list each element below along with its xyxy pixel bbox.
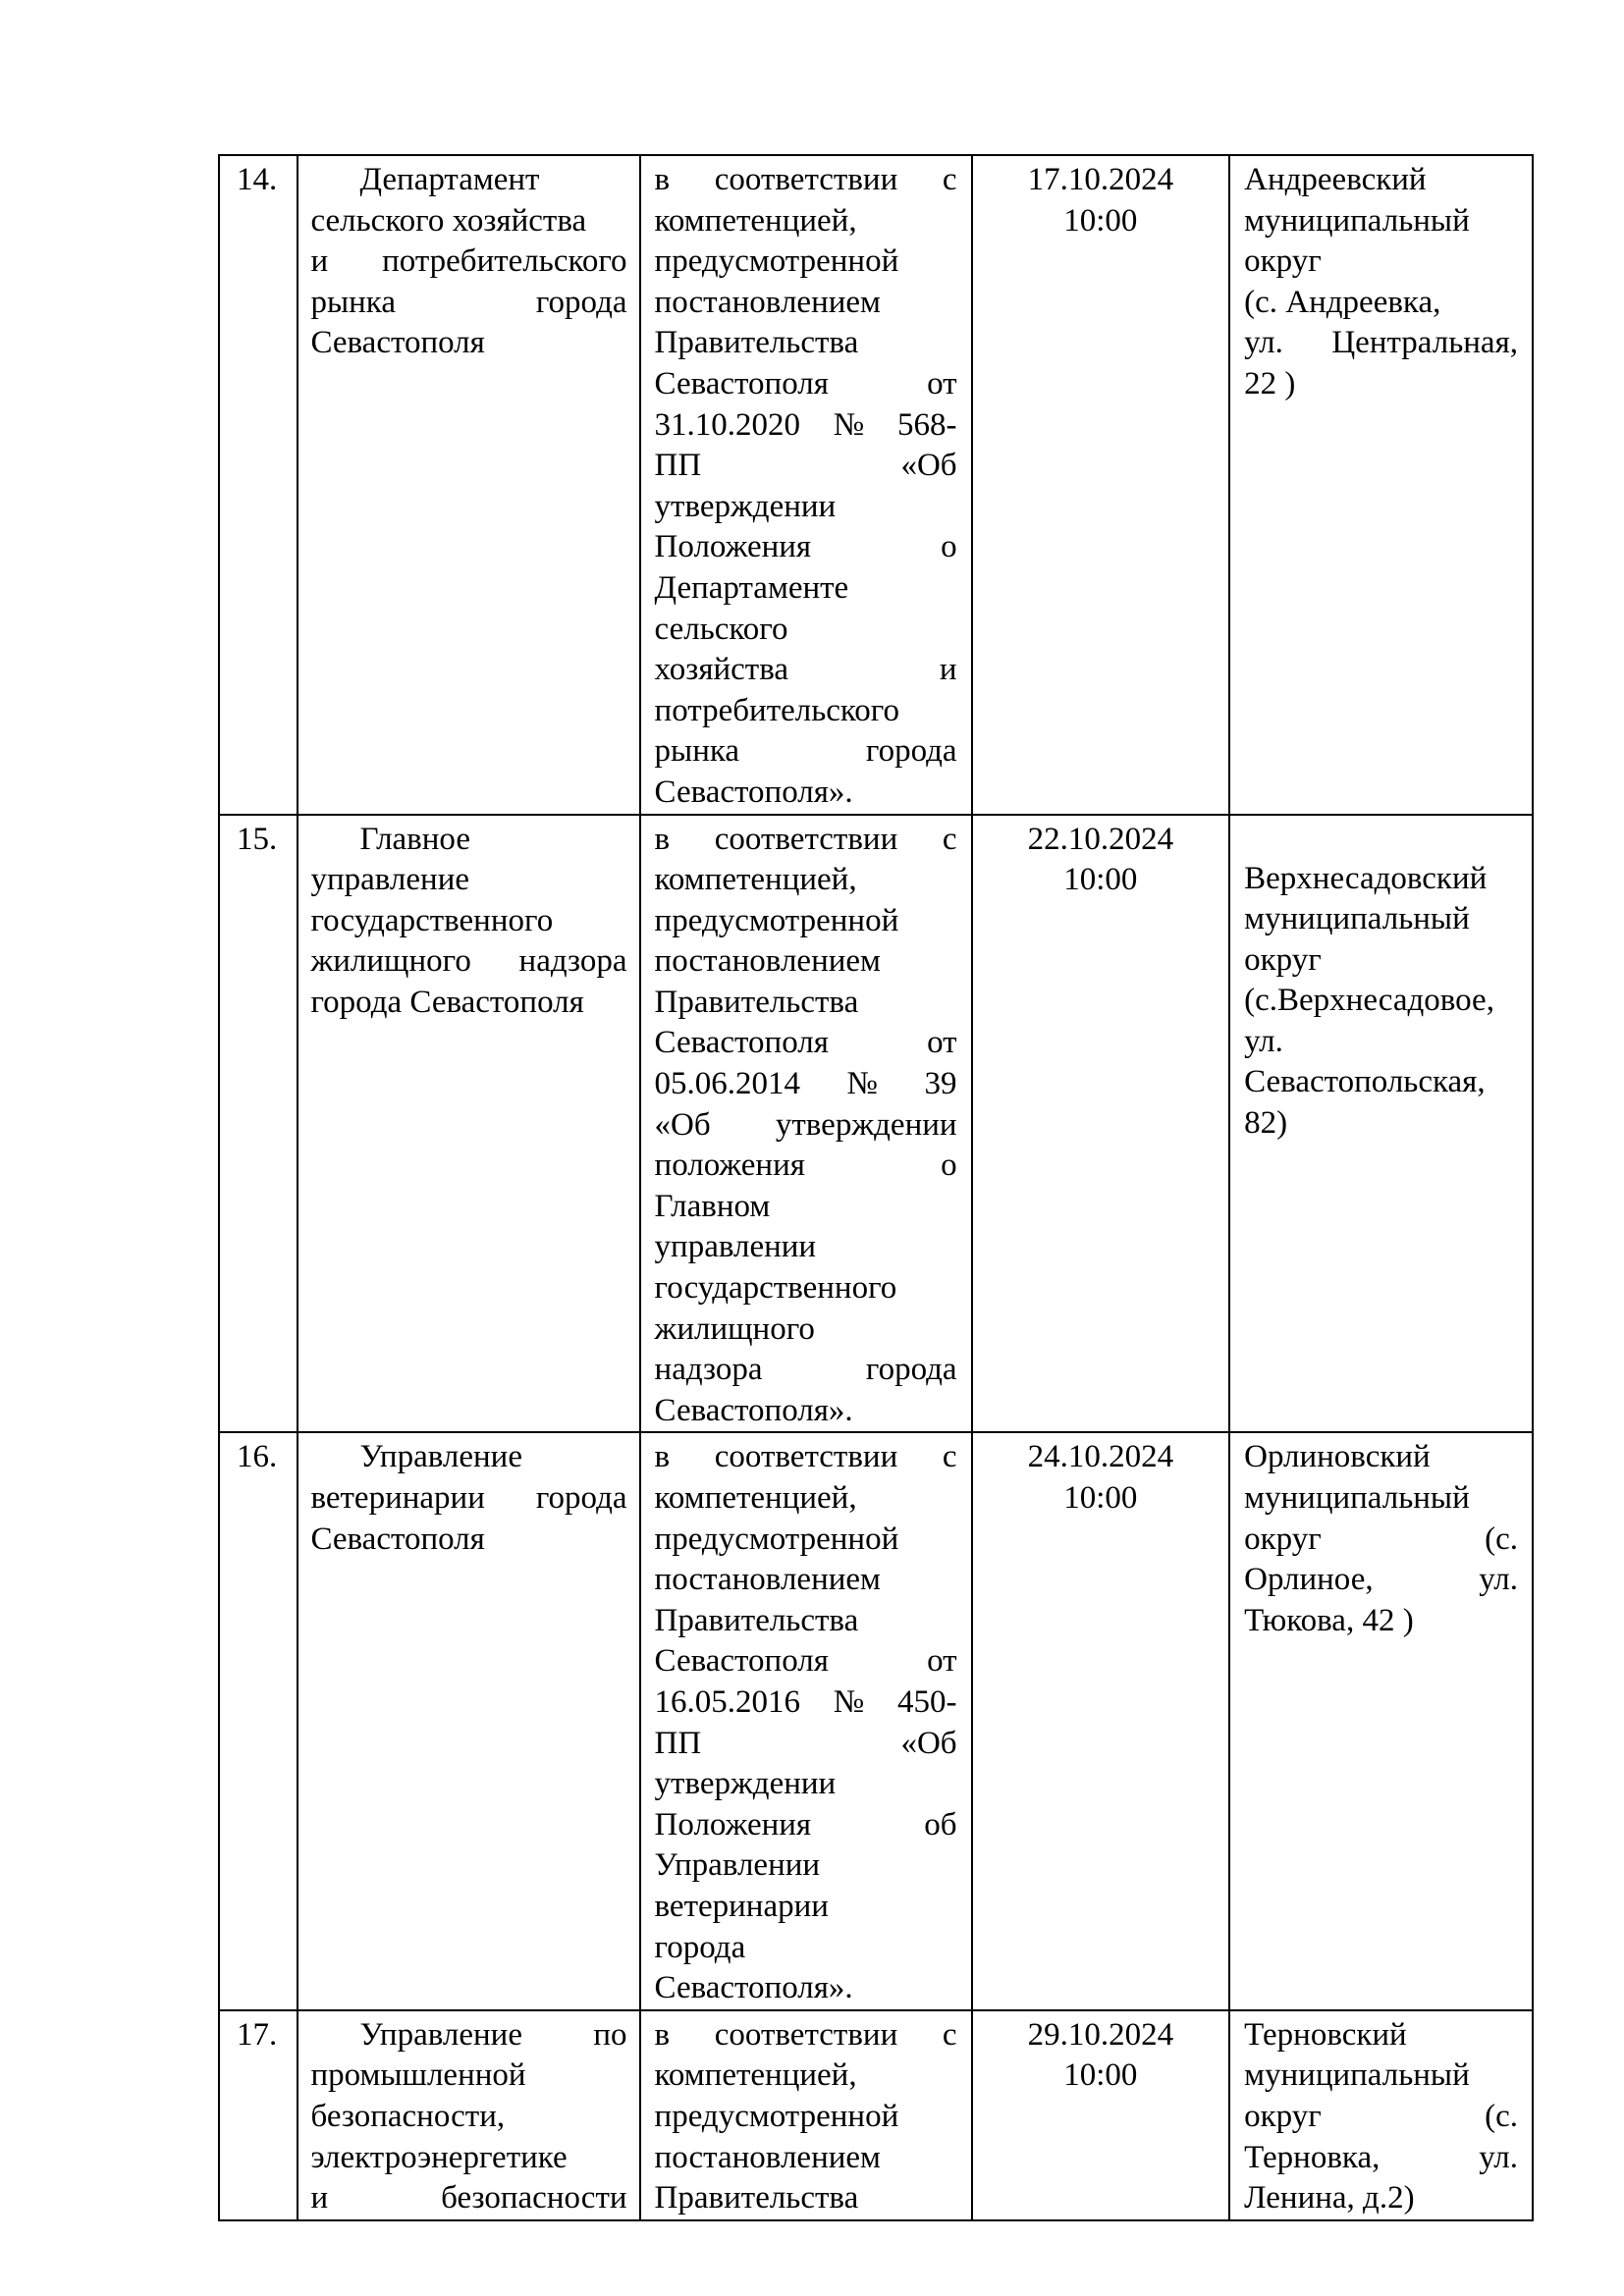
text-line: 82) [1244, 1105, 1288, 1142]
row-number: 15. [219, 815, 298, 1433]
text-line [1244, 323, 1518, 364]
text-line [655, 1641, 957, 1682]
text-word: и [310, 2180, 329, 2216]
text-line: постановлением [654, 284, 881, 320]
text-line [655, 527, 957, 568]
text-line: Севастополя [310, 325, 485, 361]
text-word: 450- [897, 1683, 957, 1720]
text-word: № [833, 406, 865, 443]
time-text: 10:00 [1063, 862, 1138, 898]
legal-basis-cell [640, 815, 972, 1433]
text-line: Департаменте [654, 569, 849, 606]
text-line: утверждении [654, 488, 837, 524]
text-line [310, 283, 626, 324]
text-word: и [939, 652, 957, 688]
text-word: Управление [359, 2016, 522, 2053]
text-line [655, 1350, 957, 1391]
text-word: № [846, 1066, 879, 1102]
text-word: Положения [654, 529, 812, 565]
text-word: ПП [654, 1725, 702, 1761]
text-line: государственного [654, 1270, 897, 1307]
text-line: Департамент [359, 162, 540, 197]
text-line: Главном [654, 1188, 771, 1224]
text-word: и [310, 243, 329, 280]
text-line: Тюкова, 42 ) [1244, 1602, 1414, 1638]
table-row [219, 2010, 1533, 2220]
text-word: соответствии [714, 1439, 898, 1475]
text-line: управление [310, 862, 470, 898]
table-row [219, 1432, 1533, 2009]
text-line: Терновский [1244, 2016, 1407, 2053]
text-line: потребительского [654, 692, 899, 728]
text-line [655, 1105, 957, 1147]
text-word: Положения [654, 1806, 812, 1842]
text-word: № [833, 1683, 865, 1720]
text-line [655, 820, 957, 861]
text-word: с [942, 2016, 957, 2053]
date-time-cell [972, 2010, 1230, 2220]
text-word: города [865, 1352, 957, 1388]
date-time-cell [972, 155, 1230, 815]
authority-name-cell [298, 1432, 639, 2009]
row-number: 14. [219, 155, 298, 815]
text-word: о [941, 1148, 957, 1184]
text-line: постановлением [654, 943, 881, 980]
text-line [655, 446, 957, 487]
text-line: компетенцией, [654, 862, 857, 898]
text-line [655, 650, 957, 691]
text-word: города [865, 733, 957, 770]
text-line: (с. Андреевка, [1244, 284, 1441, 320]
text-word: соответствии [714, 821, 898, 857]
text-line [1244, 2138, 1518, 2179]
text-line: электроэнергетике [310, 2139, 568, 2175]
text-word: 05.06.2014 [654, 1066, 801, 1102]
date-time-cell [972, 815, 1230, 1433]
text-word: безопасности [441, 2180, 627, 2216]
text-line: ветеринарии [654, 1888, 829, 1924]
text-line [655, 160, 957, 201]
text-line: предусмотренной [654, 2098, 899, 2134]
text-word: с [942, 162, 957, 197]
text-word: хозяйства [654, 652, 789, 688]
text-line: Севастополя». [654, 774, 853, 810]
text-line: Главное [359, 821, 470, 857]
text-line [655, 1064, 957, 1105]
text-line [655, 1146, 957, 1187]
text-line: Верхнесадовский [1244, 860, 1488, 896]
text-word: в [654, 2016, 671, 2053]
date-text: 17.10.2024 [1027, 162, 1174, 197]
text-line [655, 731, 957, 773]
text-word: 31.10.2020 [654, 406, 801, 443]
text-word: по [593, 2016, 627, 2053]
text-line [310, 1478, 626, 1520]
text-word: от [927, 365, 957, 401]
text-word: округ [1244, 1521, 1322, 1557]
text-word: Центральная, [1331, 325, 1518, 361]
text-line: компетенцией, [654, 202, 857, 239]
text-word: от [927, 1025, 957, 1061]
text-line: компетенцией, [654, 2057, 857, 2094]
location-cell [1229, 815, 1533, 1433]
text-line: (с.Верхнесадовое, [1244, 983, 1494, 1019]
text-word: утверждении [775, 1106, 957, 1143]
text-word: Орлиное, [1244, 1562, 1374, 1598]
location-cell [1229, 155, 1533, 815]
text-word: Севастополя [654, 1025, 829, 1061]
text-line [655, 1437, 957, 1478]
text-line [310, 2015, 626, 2056]
text-line: Андреевский [1244, 162, 1427, 197]
text-word: ПП [654, 448, 702, 484]
time-text: 10:00 [1063, 2057, 1138, 2094]
text-word: в [654, 162, 671, 197]
time-text: 10:00 [1063, 1480, 1138, 1516]
text-line: безопасности, [310, 2098, 506, 2134]
text-line: округ [1244, 243, 1322, 280]
text-line: Управлении [654, 1847, 821, 1884]
text-line: Севастополя». [654, 1970, 853, 2006]
text-word: об [924, 1806, 957, 1842]
text-line: государственного [310, 902, 554, 938]
text-word: ул. [1479, 2139, 1518, 2175]
text-word: округ [1244, 2098, 1322, 2134]
text-line: предусмотренной [654, 902, 899, 938]
text-word: «Об [900, 1725, 957, 1761]
text-word: надзора [654, 1352, 763, 1388]
text-line: 22 ) [1244, 365, 1296, 401]
text-word: ветеринарии [310, 1480, 485, 1516]
text-word: жилищного [310, 943, 471, 980]
text-word: (с. [1485, 2098, 1518, 2134]
text-line [1244, 1520, 1518, 1561]
date-text: 29.10.2024 [1027, 2016, 1174, 2053]
text-line [655, 1682, 957, 1724]
legal-basis-cell [640, 2010, 972, 2220]
date-time-cell [972, 1432, 1230, 2009]
date-text: 22.10.2024 [1027, 821, 1174, 857]
text-line: Севастополя». [654, 1392, 853, 1428]
text-line [655, 1805, 957, 1846]
text-word: города [535, 1480, 627, 1516]
text-line: муниципальный [1244, 1480, 1470, 1516]
text-line: Ленина, д.2) [1244, 2180, 1415, 2216]
text-word: надзора [518, 943, 627, 980]
text-word: 568- [897, 406, 957, 443]
text-line: муниципальный [1244, 2057, 1470, 2094]
text-line: города Севастополя [310, 984, 584, 1020]
location-cell [1229, 1432, 1533, 2009]
text-word: положения [654, 1148, 805, 1184]
text-line: компетенцией, [654, 1480, 857, 1516]
schedule-table-body [219, 155, 1533, 2220]
text-word: в [654, 1439, 671, 1475]
text-line: постановлением [654, 1562, 881, 1598]
text-line [655, 364, 957, 405]
text-word: от [927, 1643, 957, 1680]
table-row [219, 815, 1533, 1433]
text-word: Севастополя [654, 365, 829, 401]
text-word: в [654, 821, 671, 857]
legal-basis-cell [640, 1432, 972, 2009]
authority-name-cell [298, 815, 639, 1433]
text-word: ул. [1244, 325, 1283, 361]
text-word: с [942, 821, 957, 857]
text-word: «Об [900, 448, 957, 484]
text-word: рынка [310, 284, 396, 320]
text-word: (с. [1485, 1521, 1518, 1557]
text-line: управлении [654, 1229, 817, 1265]
text-line: муниципальный [1244, 202, 1470, 239]
text-line: Севастопольская, [1244, 1064, 1486, 1100]
row-number: 17. [219, 2010, 298, 2220]
text-word: потребительского [382, 243, 627, 280]
text-line: Правительства [654, 1602, 859, 1638]
text-word: ул. [1479, 1562, 1518, 1598]
text-line: постановлением [654, 2139, 881, 2175]
text-line: Правительства [654, 2180, 859, 2216]
location-cell [1229, 2010, 1533, 2220]
time-text: 10:00 [1063, 202, 1138, 239]
text-word: 39 [924, 1066, 957, 1102]
text-line: предусмотренной [654, 1521, 899, 1557]
text-word: 16.05.2016 [654, 1683, 801, 1720]
text-line: округ [1244, 941, 1322, 978]
text-line: промышленной [310, 2057, 526, 2094]
text-line [655, 1023, 957, 1064]
text-line: утверждении [654, 1766, 837, 1802]
text-word: соответствии [714, 2016, 898, 2053]
text-word: города [535, 284, 627, 320]
text-line: ул. [1244, 1023, 1283, 1059]
table-row [219, 155, 1533, 815]
text-line: города [654, 1929, 746, 1965]
text-word: соответствии [714, 162, 898, 197]
text-word: с [942, 1439, 957, 1475]
text-line [310, 2178, 626, 2219]
text-line [655, 405, 957, 447]
text-line: Севастополя [310, 1521, 485, 1557]
text-word: Терновка, [1244, 2139, 1380, 2175]
text-line: предусмотренной [654, 243, 899, 280]
authority-name-cell [298, 155, 639, 815]
text-line: Правительства [654, 325, 859, 361]
date-text: 24.10.2024 [1027, 1439, 1174, 1475]
authority-name-cell [298, 2010, 639, 2220]
text-line: муниципальный [1244, 901, 1470, 937]
text-line [310, 941, 626, 983]
text-line [655, 2015, 957, 2056]
text-word: рынка [654, 733, 740, 770]
text-line: Управление [359, 1439, 522, 1475]
text-line: Правительства [654, 984, 859, 1020]
text-word: Севастополя [654, 1643, 829, 1680]
text-line [655, 1724, 957, 1765]
text-line: сельского [654, 611, 788, 647]
text-line: Орлиновский [1244, 1439, 1431, 1475]
text-line [1244, 1560, 1518, 1601]
text-word: о [941, 529, 957, 565]
text-line: жилищного [654, 1310, 815, 1347]
text-line [310, 241, 626, 283]
schedule-table [218, 154, 1534, 2221]
text-word: «Об [654, 1106, 711, 1143]
row-number: 16. [219, 1432, 298, 2009]
legal-basis-cell [640, 155, 972, 815]
text-line: сельского хозяйства [310, 202, 587, 239]
text-line [1244, 2097, 1518, 2138]
